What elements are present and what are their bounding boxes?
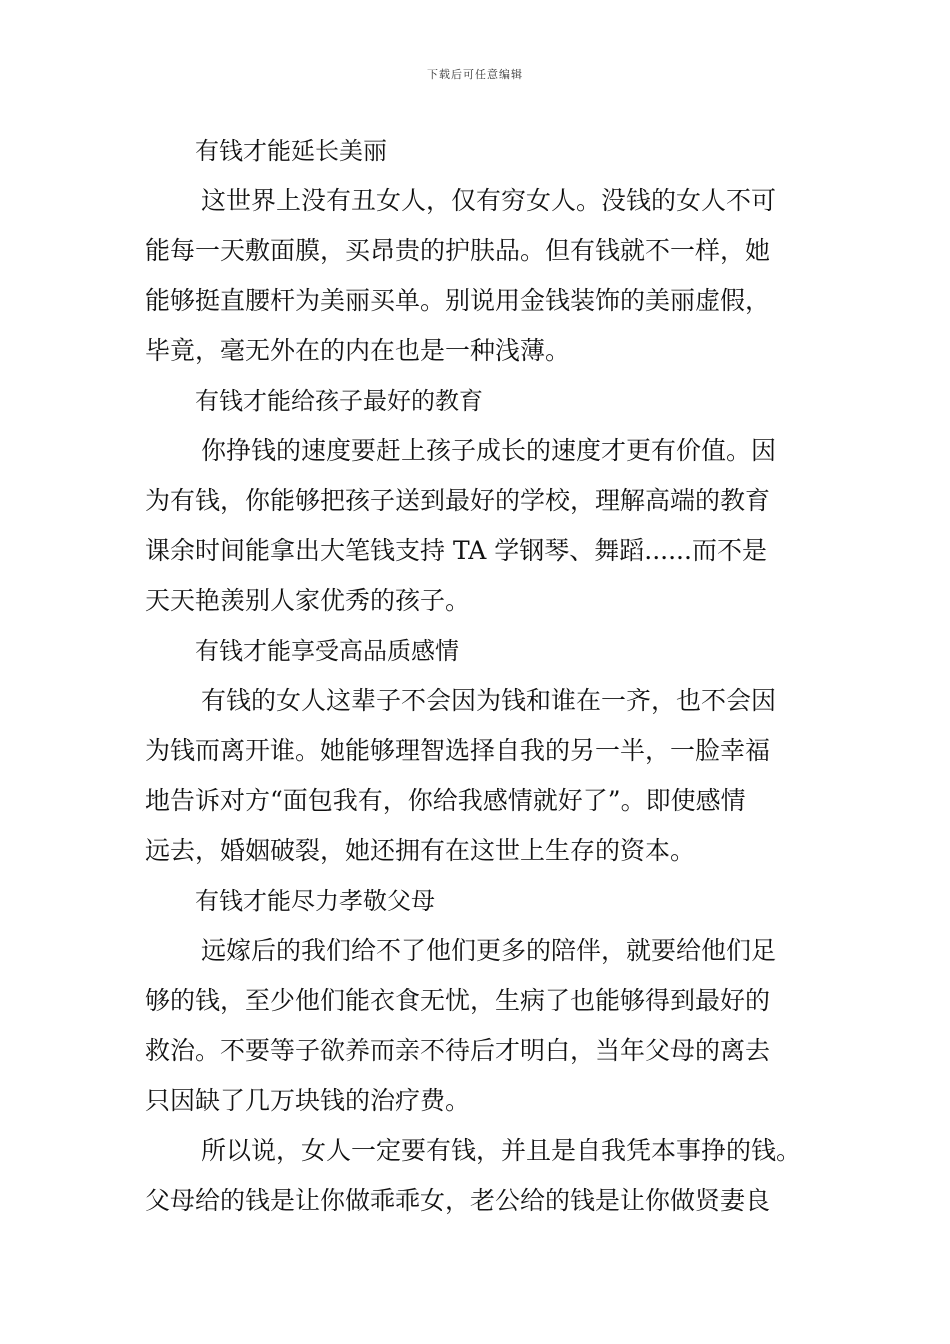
paragraph-line: 有钱的女人这辈子不会因为钱和谁在一齐，也不会因 [201, 686, 777, 715]
paragraph-line: 所以说，女人一定要有钱，并且是自我凭本事挣的钱。 [201, 1136, 802, 1165]
section-heading: 有钱才能享受高品质感情 [195, 637, 459, 665]
paragraph-line: 为有钱，你能够把孩子送到最好的学校，理解高端的教育 [145, 486, 771, 515]
paragraph-line: 能够挺直腰杆为美丽买单。别说用金钱装饰的美丽虚假， [145, 286, 771, 315]
section-parents [145, 876, 817, 1126]
paragraph-line: 这世界上没有丑女人，仅有穷女人。没钱的女人不可 [201, 186, 777, 215]
paragraph-line: 远嫁后的我们给不了他们更多的陪伴，就要给他们足 [201, 936, 777, 965]
section-heading: 有钱才能给孩子最好的教育 [195, 387, 483, 415]
paragraph-line: 能每一天敷面膜，买昂贵的护肤品。但有钱就不一样，她 [145, 236, 771, 265]
section-relationship [145, 626, 817, 876]
paragraph-line: 天天艳羡别人家优秀的孩子。 [145, 586, 471, 615]
paragraph-line: 你挣钱的速度要赶上孩子成长的速度才更有价值。因 [201, 436, 777, 465]
section-education [145, 376, 817, 626]
paragraph-line: 救治。不要等子欲养而亲不待后才明白，当年父母的离去 [145, 1036, 771, 1065]
paragraph-line: 地告诉对方“面包我有，你给我感情就好了”。即使感情 [145, 786, 746, 815]
paragraph-line: 远去，婚姻破裂，她还拥有在这世上生存的资本。 [145, 836, 696, 865]
paragraph-line: 够的钱，至少他们能衣食无忧，生病了也能够得到最好的 [145, 986, 771, 1015]
paragraph-line: 父母给的钱是让你做乖乖女，老公给的钱是让你做贤妻良 [145, 1186, 771, 1215]
document-body [145, 126, 817, 1226]
section-heading: 有钱才能尽力孝敬父母 [195, 887, 435, 915]
paragraph-line: 为钱而离开谁。她能够理智选择自我的另一半，一脸幸福 [145, 736, 771, 765]
section-closing [145, 1126, 817, 1226]
section-heading: 有钱才能延长美丽 [195, 137, 387, 165]
header-note: 下载后可任意编辑 [427, 68, 523, 81]
paragraph-line: 毕竟，毫无外在的内在也是一种浅薄。 [145, 336, 571, 365]
section-beauty [145, 126, 817, 376]
paragraph-line: 只因缺了几万块钱的治疗费。 [145, 1086, 471, 1115]
paragraph-line: 课余时间能拿出大笔钱支持 TA 学钢琴、舞蹈......而不是 [145, 536, 767, 565]
